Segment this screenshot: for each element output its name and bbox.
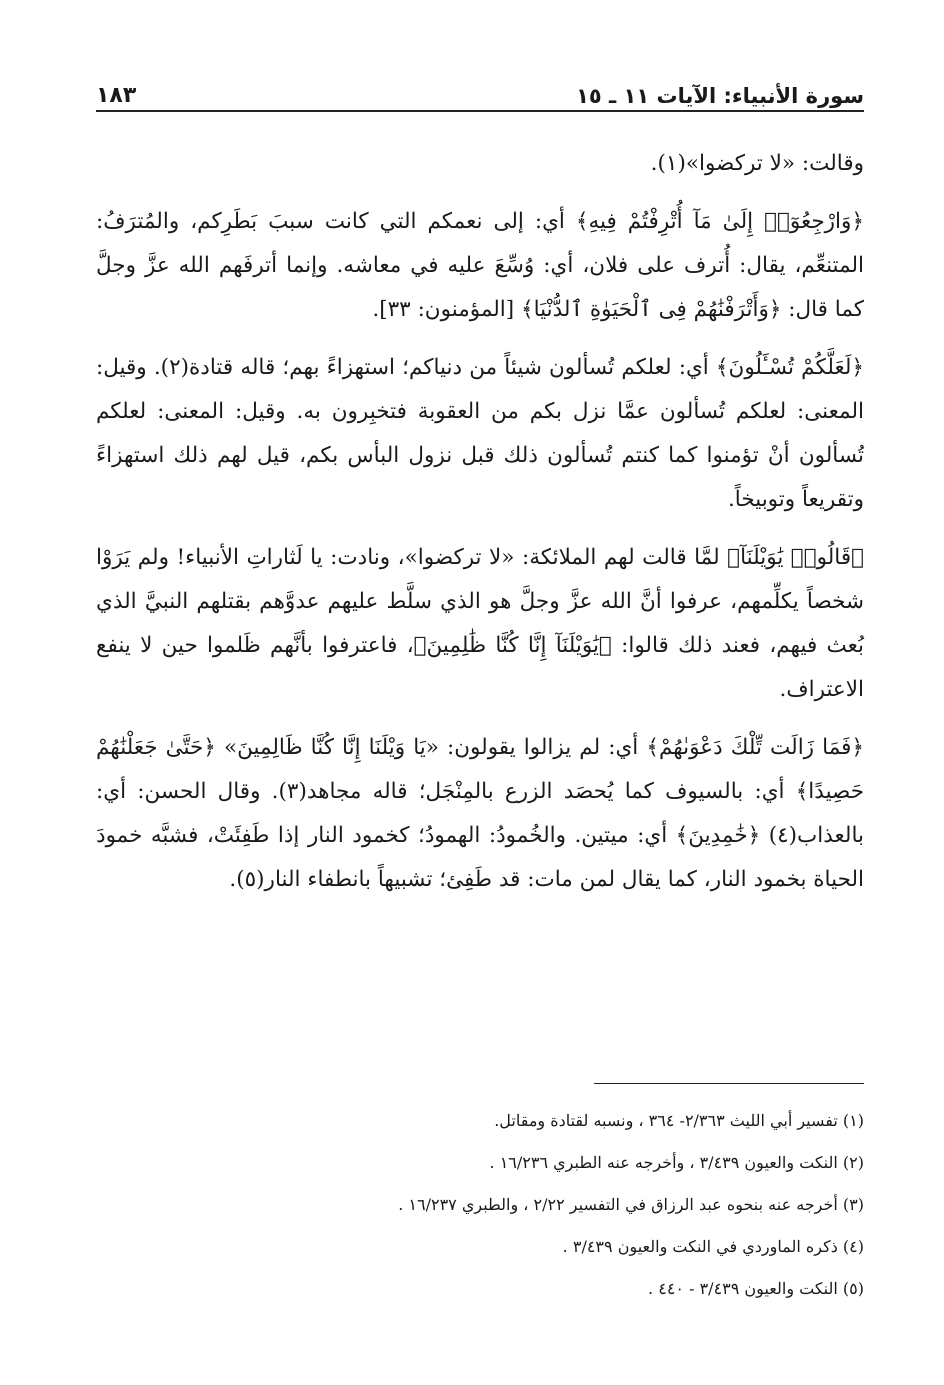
- running-title: سورة الأنبياء: الآيات ١١ ـ ١٥: [576, 84, 864, 108]
- footnote: (٢) النكت والعيون ٣/٤٣٩ ، وأخرجه عنه الطبري ١٦/٢٣٦ .: [489, 1153, 864, 1172]
- footnote: (٤) ذكره الماوردي في النكت والعيون ٣/٤٣٩ .: [562, 1237, 864, 1256]
- footnote: (١) تفسير أبي الليث ٢/٣٦٣- ٣٦٤ ، ونسبه لقتادة ومقاتل.: [494, 1111, 864, 1130]
- footnote-divider: [594, 1083, 864, 1084]
- paragraph: ﴿قَالُوا۟ يَٰوَيْلَنَآ﴾ لمَّا قالت لهم الملائكة: «لا تركضوا»، ونادت: يا لَثاراتِ الأنبياء! ولم يَرَوْا شخصاً يكلِّمهم، عرفوا أنَّ الله عزَّ وجلَّ هو الذي سلَّط عليهم عدوَّهم بقتلهم النبيَّ الذي بُعث فيهم، فعند ذلك قالوا: ﴿يَٰوَيْلَنَآ إِنَّا كُنَّا ظَٰلِمِينَ﴾، فاعترفوا بأنَّهم ظَلموا حين لا ينفع الاعتراف.: [96, 545, 864, 702]
- page-header: [96, 66, 864, 108]
- paragraph: ﴿لَعَلَّكُمْ تُسْـَٔلُونَ﴾ أي: لعلكم تُسألون شيئاً من دنياكم؛ استهزاءً بهم؛ قاله قتادة(٢). وقيل: المعنى: لعلكم تُسألون عمَّا نزل بكم من العقوبة فتخبِرون به. وقيل: المعنى: لعلكم تُسألون أنْ تؤمنوا كما كنتم تُسألون ذلك قبل نزول البأس بكم، قيل لهم ذلك استهزاءً وتقريعاً وتوبيخاً.: [96, 355, 864, 512]
- paragraph: وقالت: «لا تركضوا»(١).: [650, 151, 864, 176]
- paragraph: ﴿فَمَا زَالَت تِّلْكَ دَعْوَىٰهُمْ﴾ أي: لم يزالوا يقولون: «يَا وَيْلَنَا إِنَّا كُنَّا ظَالِمِينَ» ﴿حَتَّىٰ جَعَلْنَٰهُمْ حَصِيدًا﴾ أي: بالسيوف كما يُحصَد الزرع بالمِنْجَل؛ قاله مجاهد(٣). وقال الحسن: أي: بالعذاب(٤) ﴿خَٰمِدِينَ﴾ أي: ميتين. والخُمودُ: الهمودُ؛ كخمود النار إذا طَفِئَتْ، فشبَّه خمودَ الحياة بخمود النار، كما يقال لمن مات: قد طَفِئ؛ تشبيهاً بانطفاء النار(٥).: [96, 735, 864, 892]
- page-number: ١٨٣: [96, 83, 137, 108]
- header-divider: [96, 110, 864, 112]
- paragraph: ﴿وَارْجِعُوٓا۟ إِلَىٰ مَآ أُتْرِفْتُمْ فِيهِ﴾ أي: إلى نعمكم التي كانت سببَ بَطَرِكم، والمُترَفُ: المتنعِّم، يقال: أُترف على فلان، أي: وُسِّعَ عليه في معاشه. وإنما أترفَهم الله عزَّ وجلَّ كما قال: ﴿وَأَتْرَفْنَٰهُمْ فِى ٱلْحَيَوٰةِ ٱلدُّنْيَا﴾ [المؤمنون: ٣٣].: [96, 209, 864, 322]
- footnote: (٣) أخرجه عنه بنحوه عبد الرزاق في التفسير ٢/٢٢ ، والطبري ١٦/٢٣٧ .: [398, 1195, 864, 1214]
- footnotes: [96, 1100, 864, 1310]
- main-text: [96, 142, 864, 916]
- footnote: (٥) النكت والعيون ٣/٤٣٩ - ٤٤٠ .: [648, 1279, 864, 1298]
